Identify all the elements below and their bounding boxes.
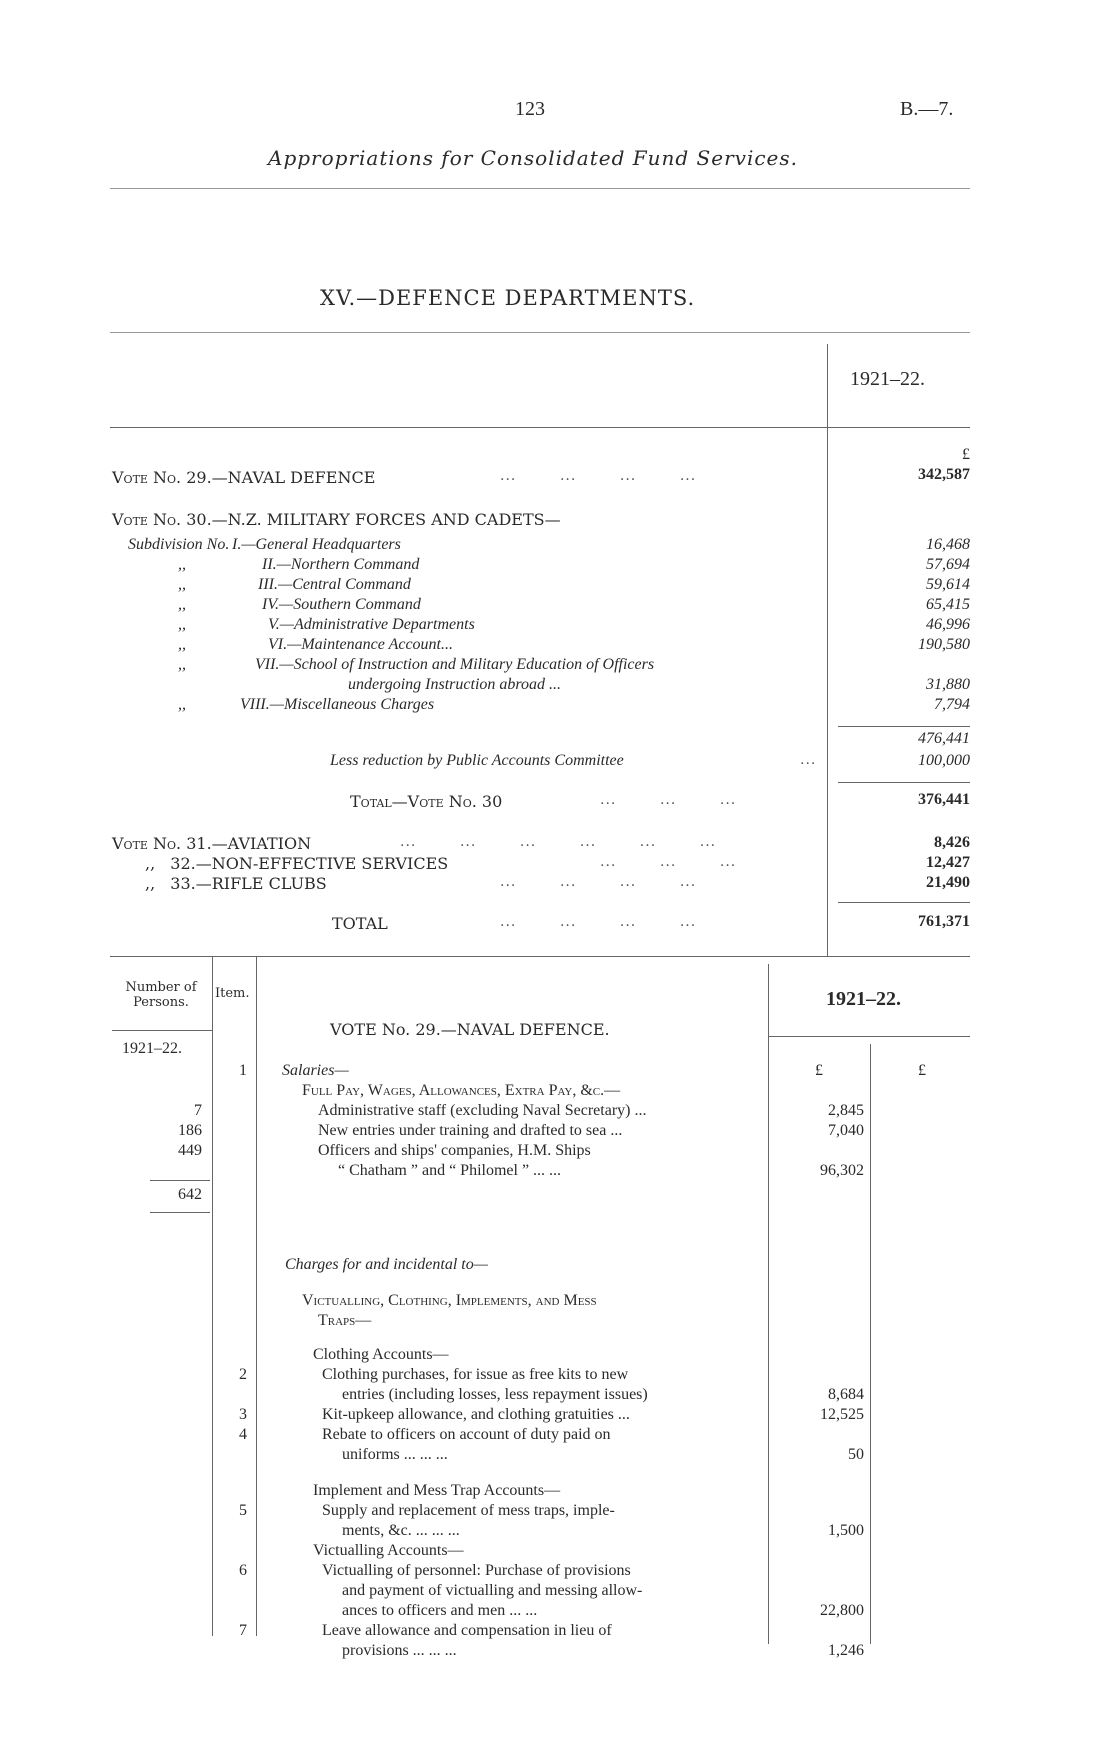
subtotal-rule xyxy=(838,726,970,727)
section-rule xyxy=(110,332,970,333)
subdivision-amount: 190,580 xyxy=(918,636,970,653)
item-amount: 12,525 xyxy=(820,1406,864,1423)
persons-total-rule-top xyxy=(150,1180,210,1181)
item-description-cont: and payment of victualling and messing allow- xyxy=(342,1582,643,1599)
vote-32-amount: 12,427 xyxy=(926,854,970,871)
persons-total: 642 xyxy=(178,1186,202,1203)
detail-year-header: 1921–22. xyxy=(826,988,901,1010)
salary-description-cont: “ Chatham ” and “ Philomel ” ... ... xyxy=(338,1162,562,1179)
item-description: Kit-upkeep allowance, and clothing gratuities ... xyxy=(322,1406,630,1423)
item-description: Leave allowance and compensation in lieu of xyxy=(322,1622,612,1639)
salaries-heading: Full Pay, Wages, Allowances, Extra Pay, &c.— xyxy=(302,1082,621,1099)
subdivision-name: II.—Northern Command xyxy=(262,556,420,573)
item-amount: 50 xyxy=(848,1446,864,1463)
subdivision-amount: 59,614 xyxy=(926,576,970,593)
item-number: 4 xyxy=(239,1426,247,1443)
header-rule xyxy=(110,188,970,189)
persons-column-header: Number of Persons. xyxy=(125,980,197,1010)
vote-31-row xyxy=(112,834,311,853)
vote-prefix: Vote No. xyxy=(112,468,182,487)
victualling-accounts-label: Victualling Accounts— xyxy=(313,1542,464,1559)
subdivision-amount: 46,996 xyxy=(926,616,970,633)
leader-dots: ... xyxy=(800,752,817,768)
item-description-cont: uniforms ... ... ... xyxy=(342,1446,448,1463)
implement-accounts-label: Implement and Mess Trap Accounts— xyxy=(313,1482,561,1499)
leader-dots: ... ... ... xyxy=(600,792,737,808)
item-number: 2 xyxy=(239,1366,247,1383)
persons-year: 1921–22. xyxy=(122,1040,182,1057)
item-column-rule xyxy=(256,956,257,1636)
vote-33-amount: 21,490 xyxy=(926,874,970,891)
item-description-cont: ances to officers and men ... ... xyxy=(342,1602,538,1619)
vote-label: 29.—NAVAL DEFENCE xyxy=(186,468,376,487)
total-vote-30-label: Total—Vote No. 30 xyxy=(350,792,503,811)
subdivision-lead: ,, xyxy=(178,636,186,653)
summary-year-header: 1921–22. xyxy=(850,368,925,390)
salary-description: New entries under training and drafted to sea ... xyxy=(318,1122,623,1139)
subdivision-lead: ,, xyxy=(178,576,186,593)
document-reference: B.—7. xyxy=(900,98,954,120)
subdivision-amount: 57,694 xyxy=(926,556,970,573)
item-amount: 22,800 xyxy=(820,1602,864,1619)
grand-total-label: TOTAL xyxy=(332,914,388,933)
leader-dots: ... ... ... xyxy=(600,854,737,870)
item-number: 5 xyxy=(239,1502,247,1519)
victualling-heading-cont: Traps— xyxy=(318,1312,372,1329)
vote-prefix: Vote No. xyxy=(112,510,182,529)
vote-29-amount: 342,587 xyxy=(918,466,970,483)
subdivision-name: V.—Administrative Departments xyxy=(268,616,475,633)
persons-total-rule-bottom xyxy=(150,1212,210,1213)
persons-column-rule xyxy=(212,956,213,1636)
salary-amount: 7,040 xyxy=(828,1122,864,1139)
salary-amount: 96,302 xyxy=(820,1162,864,1179)
subdivision-amount: 65,415 xyxy=(926,596,970,613)
total-vote-30-amount: 376,441 xyxy=(918,791,970,808)
subtotal-amount: 476,441 xyxy=(918,730,970,747)
vote-31-amount: 8,426 xyxy=(934,834,970,851)
total30-rule xyxy=(838,782,970,783)
persons-header-rule xyxy=(112,1030,212,1031)
subdivision-lead: ,, xyxy=(178,696,186,713)
summary-header-rule xyxy=(110,427,970,428)
grand-total-rule xyxy=(838,902,970,903)
charges-label: Charges for and incidental to— xyxy=(285,1256,488,1273)
clothing-accounts-label: Clothing Accounts— xyxy=(313,1346,449,1363)
salary-description: Administrative staff (excluding Naval Secretary) ... xyxy=(318,1102,647,1119)
item-description: Victualling of personnel: Purchase of provisions xyxy=(322,1562,631,1579)
detail-header-rule xyxy=(768,1036,970,1037)
subdivision-lead: ,, xyxy=(178,556,186,573)
persons-count: 449 xyxy=(178,1142,202,1159)
summary-currency: £ xyxy=(962,446,970,463)
currency-b: £ xyxy=(918,1062,926,1079)
item-number: 3 xyxy=(239,1406,247,1423)
vote-32-row xyxy=(145,854,448,873)
amount-column-rule xyxy=(768,964,769,1644)
subdivision-name-cont: undergoing Instruction abroad ... xyxy=(348,676,562,693)
vote-30-heading xyxy=(112,510,561,529)
item-amount: 8,684 xyxy=(828,1386,864,1403)
item-description-cont: entries (including losses, less repayment issues) xyxy=(342,1386,648,1403)
item-description-cont: provisions ... ... ... xyxy=(342,1642,457,1659)
salary-amount: 2,845 xyxy=(828,1102,864,1119)
vote-label: 33.—RIFLE CLUBS xyxy=(170,874,327,893)
subdivision-name: VIII.—Miscellaneous Charges xyxy=(240,696,435,713)
victualling-heading: Victualling, Clothing, Implements, and Mess xyxy=(302,1292,597,1309)
leader-dots: ... ... ... ... xyxy=(500,914,697,930)
item-description: Supply and replacement of mess traps, imple- xyxy=(322,1502,615,1519)
item-number: 7 xyxy=(239,1622,247,1639)
detail-vote-title: VOTE No. 29.—NAVAL DEFENCE. xyxy=(330,1020,610,1039)
item-amount: 1,500 xyxy=(828,1522,864,1539)
item-description: Clothing purchases, for issue as free kits to new xyxy=(322,1366,629,1383)
leader-dots: ... ... ... ... xyxy=(500,468,697,484)
subdivision-lead: ,, xyxy=(178,656,186,673)
reduction-amount: 100,000 xyxy=(918,752,970,769)
leader-dots: ... ... ... ... ... ... xyxy=(400,834,717,850)
item-number: 1 xyxy=(239,1062,247,1079)
vote-33-row xyxy=(145,874,327,893)
subdivision-amount: 7,794 xyxy=(934,696,970,713)
vote-label: 32.—NON-EFFECTIVE SERVICES xyxy=(170,854,449,873)
reduction-label: Less reduction by Public Accounts Committee xyxy=(330,752,624,769)
subdivision-name: VI.—Maintenance Account... xyxy=(268,636,453,653)
currency-a: £ xyxy=(815,1062,823,1079)
leader-dots: ... ... ... ... xyxy=(500,874,697,890)
section-title: XV.—DEFENCE DEPARTMENTS. xyxy=(320,286,696,310)
subtotal-column-rule xyxy=(870,1044,871,1644)
vote-label: 30.—N.Z. MILITARY FORCES AND CADETS— xyxy=(186,510,561,529)
subdivision-name: I.—General Headquarters xyxy=(232,536,401,553)
vote-29-row xyxy=(112,468,375,487)
item-description: Rebate to officers on account of duty paid on xyxy=(322,1426,611,1443)
page-number: 123 xyxy=(515,98,545,120)
persons-count: 186 xyxy=(178,1122,202,1139)
salary-description: Officers and ships' companies, H.M. Ships xyxy=(318,1142,591,1159)
subdivision-lead: ,, xyxy=(178,596,186,613)
summary-bottom-rule xyxy=(110,956,970,957)
item-number: 6 xyxy=(239,1562,247,1579)
item-amount: 1,246 xyxy=(828,1642,864,1659)
vote-label: 31.—AVIATION xyxy=(186,834,312,853)
subdivision-lead: Subdivision No. xyxy=(128,536,230,553)
subdivision-amount: 16,468 xyxy=(926,536,970,553)
vote-prefix: Vote No. xyxy=(112,834,182,853)
salaries-label: Salaries— xyxy=(282,1062,349,1079)
persons-count: 7 xyxy=(194,1102,202,1119)
item-column-header: Item. xyxy=(215,986,250,1001)
ditto-mark: ,, xyxy=(145,854,156,873)
ditto-mark: ,, xyxy=(145,874,156,893)
grand-total-amount: 761,371 xyxy=(918,913,970,930)
subdivision-amount: 31,880 xyxy=(926,676,970,693)
item-description-cont: ments, &c. ... ... ... xyxy=(342,1522,460,1539)
subdivision-name: IV.—Southern Command xyxy=(262,596,421,613)
summary-column-rule xyxy=(827,344,828,956)
subdivision-name: VII.—School of Instruction and Military Education of Officers xyxy=(255,656,655,673)
subdivision-name: III.—Central Command xyxy=(258,576,411,593)
subdivision-lead: ,, xyxy=(178,616,186,633)
page-title: Appropriations for Consolidated Fund Services. xyxy=(268,146,799,170)
